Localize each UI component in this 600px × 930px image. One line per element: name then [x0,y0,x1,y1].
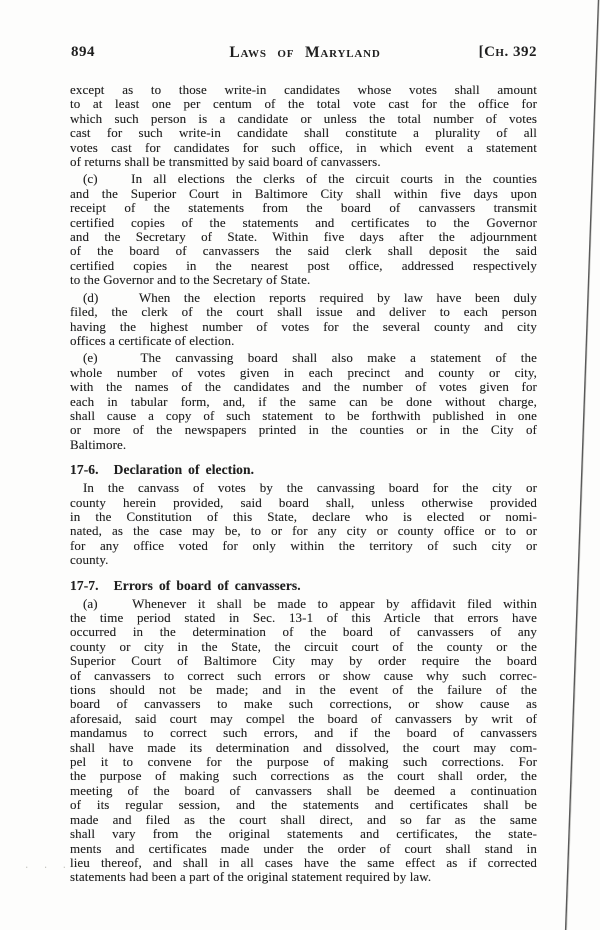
section-heading-17-6 [70,462,537,478]
paragraph-e: (e) The canvassing board shall also make a statement of the whole number of votes given in each precinct and county or city, with the names of the candidates and the number of votes given for each in tabular form, and, if the same can be done without charge, shall cause a copy of such statement to be forthwith published in one or more of the newspapers printed in the counties or in the City of Baltimore. [70,350,537,452]
paragraph-17-7-a: (a) Whenever it shall be made to appear by affidavit filed within the time period stated in Sec. 13-1 of this Article that errors have occurred in the determination of the board of canvassers of any county or city in the State, the circuit court of the county or the Superior Court of Baltimore City may by order require the board of canvassers to correct such errors or show cause why such correc- tions should not be made; and in the event of the failure of the board of canvassers to make such corrections, or show cause as aforesaid, said court may compel the board of canvassers by writ of mandamus to correct such errors, and if the board of canvassers shall have made its determination and dissolved, the court may com- pel it to convene for the purpose of making such corrections. For the purpose of making such corrections as the court shall order, the meeting of the board of canvassers shall be deemed a continuation of its regular session, and the statements and certificates shall be made and filed as the court shall direct, and so far as the same shall vary from the original statements and certificates, the state- ments and certificates made under the order of court shall stand in lieu thereof, and shall in all cases have the same effect as if corrected statements had been a part of the original statement required by law. [70,595,537,885]
paragraph-17-6: In the canvass of votes by the canvassing board for the city or county herein provided, said board shall, unless otherwise provided in the Constitution of this State, declare who is elected or nomi- nated, as the case may be, to or for any city or county office or to or for any office voted for only within the territory of such city or county. [70,480,537,568]
section-number: 17-7. [70,577,99,593]
paragraph-d: (d) When the election reports required by law have been duly filed, the clerk of the court shall issue and deliver to each person having the highest number of votes for the several county and city offices a certificate of election. [70,289,537,348]
text-column [70,83,537,885]
paragraph-continuation: except as to those write-in candidates whose votes shall amount to at least one per centum of the total vote cast for the office for which such person is a candidate or unless the total number of votes cast for such write-in candidate shall constitute a plurality of all votes cast for candidates for such office, in which event a statement of returns shall be transmitted by said board of canvassers. [70,82,537,170]
page-number: 894 [71,44,95,60]
scan-artifact-dots: . . . [24,861,72,871]
chapter-number: [Ch. 392 [478,44,537,60]
running-head [0,44,600,62]
section-title: Errors of board of canvassers. [113,577,301,593]
section-heading-17-7 [70,578,537,594]
paragraph-c: (c) In all elections the clerks of the circuit courts in the counties and the Superior Court in Baltimore City shall within five days upon receipt of the statements from the board of canvassers transmit certified copies of the statements and certificates to the Governor and the Secretary of State. Within five days after the adjournment of the board of canvassers the said clerk shall deposit the said certified copies in the nearest post office, addressed respectively to the Governor and to the Secretary of State. [70,171,537,288]
section-number: 17-6. [70,462,99,478]
book-title: Laws of Maryland [229,44,381,61]
section-title: Declaration of election. [113,462,255,478]
